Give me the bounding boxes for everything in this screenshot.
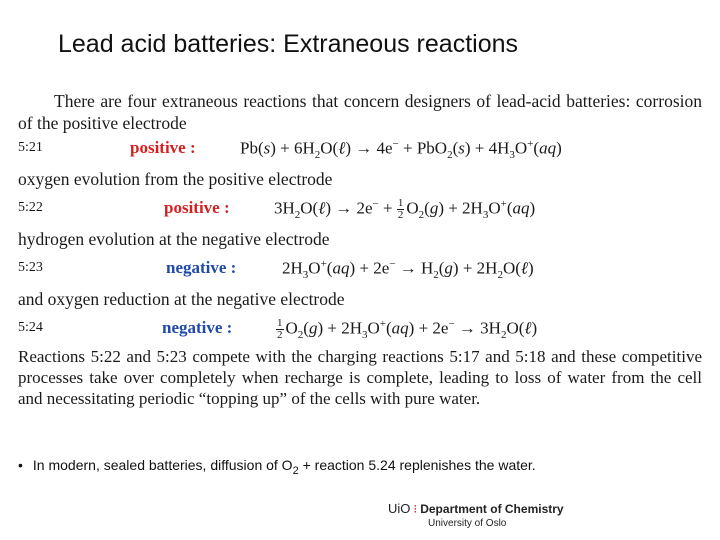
electrode-label: negative : — [166, 258, 237, 277]
reaction-row-5-24 — [18, 314, 702, 344]
reaction-row-5-22 — [18, 194, 702, 224]
reaction-description: and oxygen reduction at the negative electrode — [18, 289, 345, 309]
bullet-point — [18, 457, 536, 477]
bullet-text-start: In modern, sealed batteries, diffusion of O — [32, 457, 293, 473]
reaction-equation: $\frac{1}{2}$ $O_2(g) + 2H_3O^+(aq) + 2e^-$ → $3H_2O(\ell)$ — [277, 317, 538, 342]
bullet-text-end: + reaction 5.24 replenishes the water. — [298, 457, 536, 473]
reaction-number: 5:21 — [18, 140, 43, 155]
bullet-subscript: 2 — [292, 464, 299, 477]
uio-logo: UiO — [388, 501, 411, 516]
reaction-description: oxygen evolution from the positive electrode — [18, 169, 333, 189]
uio-mark-icon: ⁝ — [413, 502, 418, 516]
reaction-number: 5:24 — [18, 320, 43, 335]
reaction-number: 5:23 — [18, 260, 43, 275]
slide-title: Lead acid batteries: Extraneous reactions — [58, 30, 518, 58]
department-name: Department of Chemistry — [420, 502, 564, 516]
reaction-row-5-21 — [18, 134, 702, 164]
reaction-description: hydrogen evolution at the negative electrode — [18, 229, 330, 249]
electrode-label: positive : — [130, 138, 196, 157]
reaction-equation: $3H_2O(\ell) \to 2e^-$ + $\frac{1}{2}$ $O_2(g) + 2H_3O^+(aq)$ — [274, 197, 536, 222]
electrode-label: negative : — [162, 318, 233, 337]
intro-paragraph: There are four extraneous reactions that concern designers of lead-acid batteries: corrosion of the positive electrode — [18, 91, 702, 133]
reaction-row-5-23 — [18, 254, 702, 284]
footer-logo — [388, 500, 564, 529]
reaction-number: 5:22 — [18, 200, 43, 215]
reaction-equation: $Pb(s) + 6H_2O(\ell) \to 4e^- + PbO_2(s) + 4H_3O^+(aq)$ — [240, 138, 562, 162]
bullet-icon: • — [18, 457, 23, 473]
closing-paragraph: Reactions 5:22 and 5:23 compete with the charging reactions 5:17 and 5:18 and these competitive processes take over completely when recharge is complete, leading to loss of water from the cell and necessitating periodic “topping up” of the cells with pure water. — [18, 347, 702, 408]
scanned-text-block — [18, 78, 702, 409]
electrode-label: positive : — [164, 198, 230, 217]
reaction-equation: $2H_3O^+(aq) + 2e^- \to H_2(g)$ + $2H_2O(\ell)$ — [282, 258, 534, 282]
university-name: University of Oslo — [428, 518, 507, 529]
